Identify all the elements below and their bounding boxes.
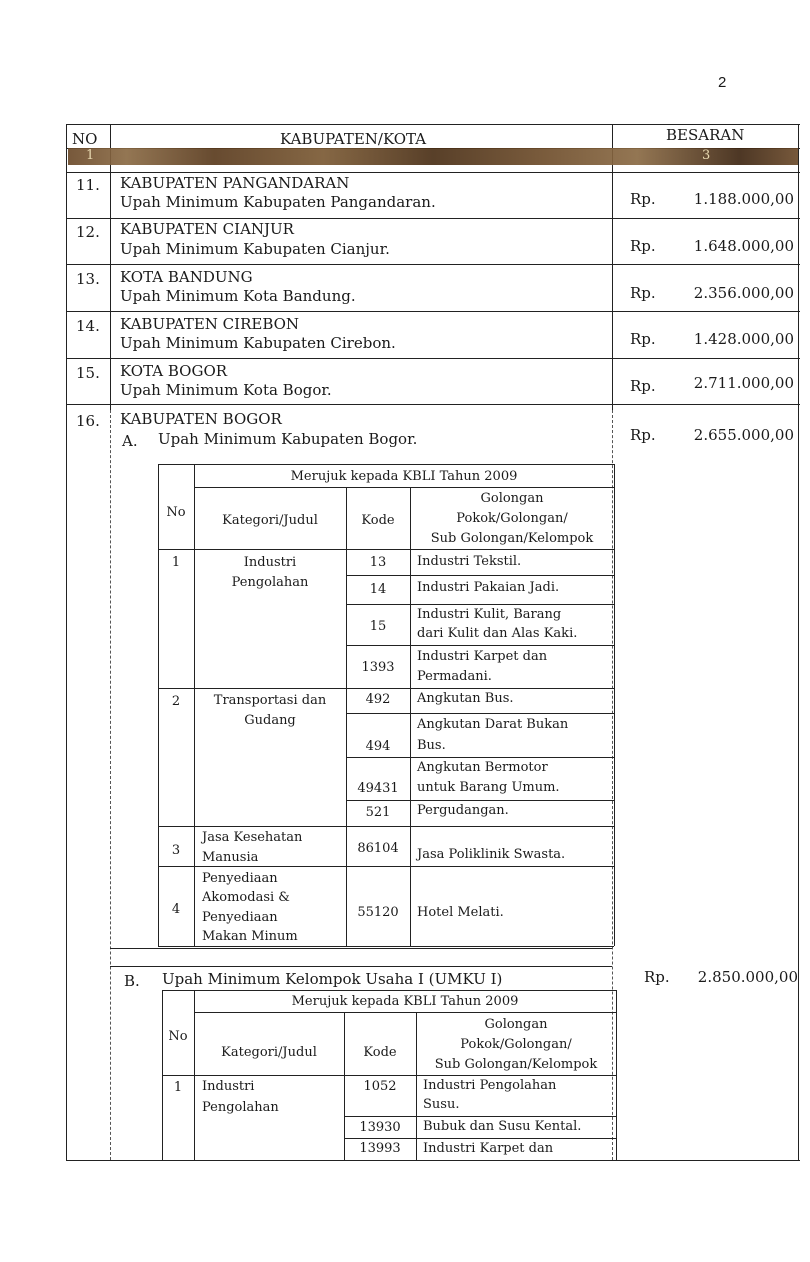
kbli-a-g2-kat2: Gudang: [244, 713, 296, 728]
kbli-b-g1-desc-0a: Industri Pengolahan: [423, 1078, 557, 1093]
kbli-a-h-kategori: Kategori/Judul: [222, 513, 318, 528]
kbli-a-g4-kode: 55120: [357, 905, 399, 920]
kbli-b-g1-kode-1: 13930: [359, 1120, 401, 1135]
row-desc: Upah Minimum Kota Bogor.: [120, 381, 332, 399]
kbli-b-h-kode: Kode: [363, 1045, 397, 1060]
kbli-b-g1-desc-0b: Susu.: [423, 1097, 460, 1112]
kbli-a-h-gol1: Golongan: [480, 491, 544, 506]
section-b-desc: Upah Minimum Kelompok Usaha I (UMKU I): [162, 970, 503, 988]
kbli-a-g3-no: 3: [171, 843, 181, 858]
section-b-amount: 2.850.000,00: [697, 968, 798, 986]
kbli-a-g2-kode-3: 521: [365, 805, 391, 820]
row-title: KABUPATEN CIANJUR: [120, 220, 294, 238]
row-no: 14.: [76, 317, 100, 335]
row-amount: 2.711.000,00: [693, 374, 794, 392]
kbli-b-g1-desc-2: Industri Karpet dan: [423, 1141, 554, 1156]
kbli-a-h-kode: Kode: [361, 513, 395, 528]
row-amount: 1.428.000,00: [693, 330, 794, 348]
kbli-b-g1-kode-2: 13993: [359, 1141, 401, 1156]
kbli-a-g2-desc-1a: Angkutan Darat Bukan: [417, 717, 569, 732]
kbli-a-h-gol3: Sub Golongan/Kelompok: [430, 531, 594, 546]
kbli-a-g2-kode-0: 492: [365, 692, 391, 707]
kbli-a-g3-kat1: Jasa Kesehatan: [202, 830, 303, 845]
column-number-stripe: [68, 148, 798, 165]
row-currency: Rp.: [630, 284, 656, 302]
kbli-a-g1-kat2: Pengolahan: [231, 575, 309, 590]
kbli-a-g2-desc-1b: Bus.: [417, 738, 446, 753]
kbli-b-h-gol1: Golongan: [484, 1017, 548, 1032]
kbli-a-g2-no: 2: [171, 694, 181, 709]
kbli-a-g2-desc-3: Pergudangan.: [417, 803, 509, 818]
kbli-b-g1-kode-0: 1052: [363, 1079, 397, 1094]
header-kabupaten: KABUPATEN/KOTA: [280, 130, 427, 148]
row-no: 15.: [76, 364, 100, 382]
kbli-b-h-gol2: Pokok/Golongan/: [460, 1037, 572, 1052]
kbli-a-h-no: No: [166, 505, 186, 520]
kbli-b-h-kategori: Kategori/Judul: [221, 1045, 317, 1060]
kbli-a-g2-desc-2b: untuk Barang Umum.: [417, 780, 560, 795]
kbli-b-g1-desc-1: Bubuk dan Susu Kental.: [423, 1119, 582, 1134]
section-a-amount: 2.655.000,00: [693, 426, 794, 444]
row-currency: Rp.: [630, 190, 656, 208]
kbli-a-merujuk: Merujuk kepada KBLI Tahun 2009: [290, 469, 518, 484]
row-no: 11.: [76, 176, 100, 194]
row-desc: Upah Minimum Kabupaten Cirebon.: [120, 334, 396, 352]
row-desc: Upah Minimum Kota Bandung.: [120, 287, 356, 305]
kbli-a-g1-desc-2b: dari Kulit dan Alas Kaki.: [417, 626, 578, 641]
row-no: 16.: [76, 412, 100, 430]
kbli-a-h-gol2: Pokok/Golongan/: [456, 511, 568, 526]
kbli-a-g2-desc-0: Angkutan Bus.: [417, 691, 514, 706]
kbli-a-g3-kat2: Manusia: [202, 850, 259, 865]
row-title: KABUPATEN BOGOR: [120, 410, 282, 428]
kbli-a-g4-desc: Hotel Melati.: [417, 905, 504, 920]
row-desc: Upah Minimum Kabupaten Pangandaran.: [120, 193, 436, 211]
row-amount: 1.648.000,00: [693, 237, 794, 255]
header-besaran: BESARAN: [666, 126, 745, 144]
kbli-a-g1-desc-1: Industri Pakaian Jadi.: [417, 580, 560, 595]
kbli-a-g4-kat4: Makan Minum: [202, 929, 298, 944]
kbli-a-g2-kode-1: 494: [365, 739, 391, 754]
row-amount: 1.188.000,00: [693, 190, 794, 208]
row-title: KOTA BANDUNG: [120, 268, 253, 286]
kbli-b-g1-no: 1: [173, 1080, 183, 1095]
row-no: 13.: [76, 270, 100, 288]
kbli-a-g4-kat2: Akomodasi &: [202, 890, 290, 905]
section-a-desc: Upah Minimum Kabupaten Bogor.: [158, 430, 418, 448]
kbli-b-h-no: No: [168, 1029, 188, 1044]
kbli-a-g1-desc-0: Industri Tekstil.: [417, 554, 522, 569]
kbli-b-merujuk: Merujuk kepada KBLI Tahun 2009: [291, 994, 519, 1009]
row-currency: Rp.: [630, 237, 656, 255]
row-amount: 2.356.000,00: [693, 284, 794, 302]
stripe-col3: 3: [702, 148, 711, 163]
kbli-a-g1-desc-3a: Industri Karpet dan: [417, 649, 548, 664]
header-no: NO: [72, 130, 98, 148]
kbli-a-g2-kat1: Transportasi dan: [213, 693, 327, 708]
section-a-label: A.: [122, 432, 138, 450]
kbli-a-g2-desc-2a: Angkutan Bermotor: [417, 760, 548, 775]
row-title: KABUPATEN PANGANDARAN: [120, 174, 350, 192]
row-desc: Upah Minimum Kabupaten Cianjur.: [120, 240, 390, 258]
row-currency: Rp.: [630, 330, 656, 348]
section-a-currency: Rp.: [630, 426, 656, 444]
row-no: 12.: [76, 223, 100, 241]
stripe-col1: 1: [86, 148, 95, 163]
kbli-a-g1-desc-3b: Permadani.: [417, 669, 492, 684]
page-number: 2: [718, 74, 727, 91]
kbli-a-g1-no: 1: [171, 555, 181, 570]
kbli-a-g1-kode-0: 13: [369, 555, 387, 570]
kbli-a-g2-kode-2: 49431: [357, 781, 399, 796]
kbli-b-g1-kat2: Pengolahan: [202, 1100, 279, 1115]
kbli-a-g4-kat1: Penyediaan: [202, 871, 278, 886]
kbli-a-g1-kode-1: 14: [369, 582, 387, 597]
kbli-a-g1-kat1: Industri: [243, 555, 297, 570]
kbli-a-g4-kat3: Penyediaan: [202, 910, 278, 925]
kbli-b-g1-kat1: Industri: [202, 1079, 255, 1094]
section-b-currency: Rp.: [644, 968, 670, 986]
kbli-a-g1-desc-2a: Industri Kulit, Barang: [417, 607, 562, 622]
kbli-a-g3-kode: 86104: [357, 841, 399, 856]
kbli-a-g3-desc: Jasa Poliklinik Swasta.: [417, 847, 566, 862]
kbli-b-h-gol3: Sub Golongan/Kelompok: [434, 1057, 598, 1072]
kbli-a-g1-kode-3: 1393: [361, 660, 395, 675]
kbli-a-g4-no: 4: [171, 902, 181, 917]
section-b-label: B.: [124, 972, 140, 990]
row-title: KOTA BOGOR: [120, 362, 228, 380]
kbli-a-g1-kode-2: 15: [369, 619, 387, 634]
row-title: KABUPATEN CIREBON: [120, 315, 300, 333]
row-currency: Rp.: [630, 377, 656, 395]
